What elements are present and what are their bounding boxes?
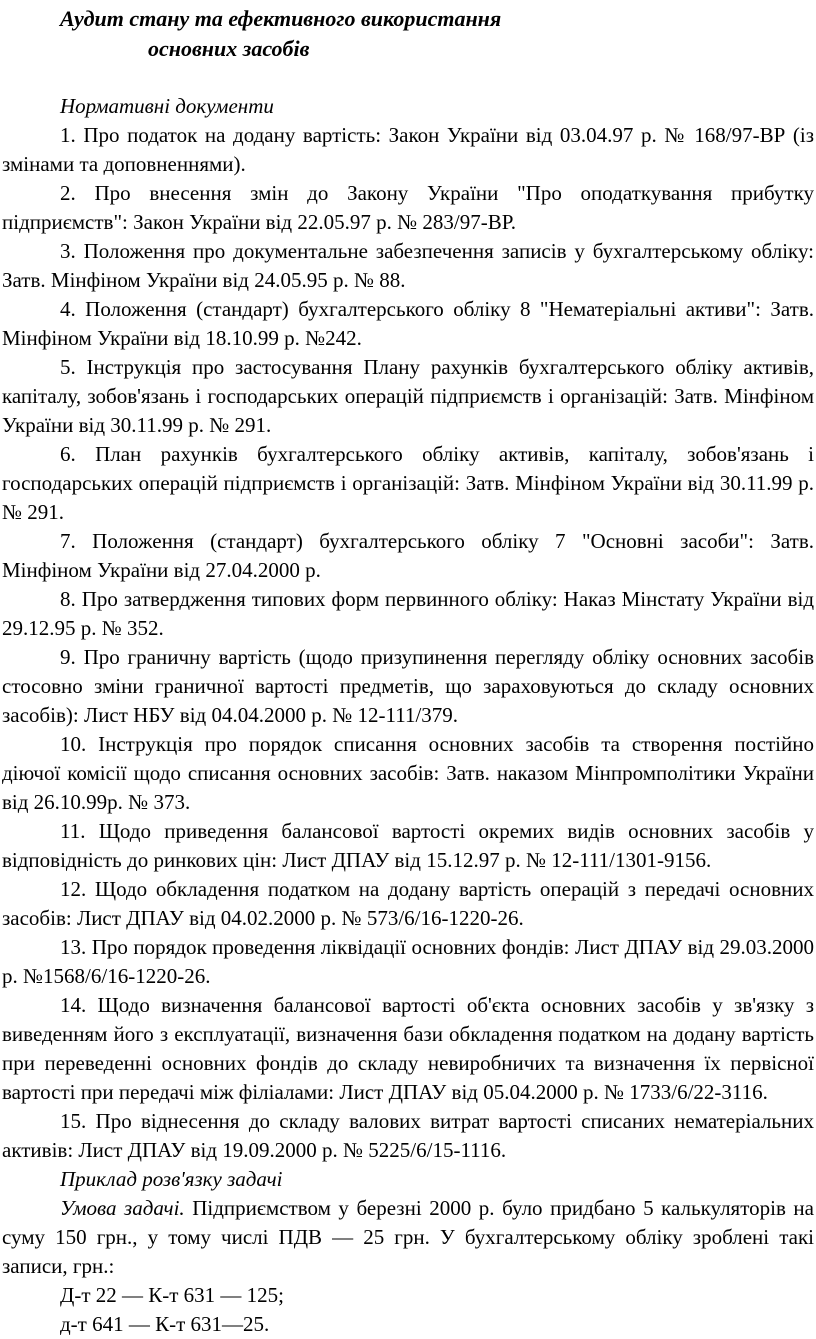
document-item-6: 6. План рахунків бухгалтерського обліку активів, капіталу, зобов'язань і господарських операцій підприємств і організацій: Затв. Мінфіном України від 30.11.99 р. № 291. <box>2 442 814 524</box>
document-item-15: 15. Про віднесення до складу валових витрат вартості списаних нематеріальних активів: Лист ДПАУ від 19.09.2000 р. № 5225/6/15-1116. <box>2 1109 814 1162</box>
document-item-8: 8. Про затвердження типових форм первинного обліку: Наказ Мінстату України від 29.12.95 р. № 352. <box>2 587 814 640</box>
example-heading: Приклад розв'язку задачі <box>60 1167 283 1191</box>
document-item-9: 9. Про граничну вартість (щодо призупинення перегляду обліку основних засобів стосовно зміни граничної вартості предметів, що зараховуються до складу основних засобів): Лист НБУ від 04.04.2000 р. № 12-111/379. <box>2 645 814 727</box>
document-item-13: 13. Про порядок проведення ліквідації основних фондів: Лист ДПАУ від 29.03.2000 р. №1568/6/16-1220-26. <box>2 935 814 988</box>
document-item-2: 2. Про внесення змін до Закону України "Про оподаткування прибутку підприємств": Закон України від 22.05.97 р. № 283/97-ВР. <box>2 181 814 234</box>
document-item-1: 1. Про податок на додану вартість: Закон України від 03.04.97 р. № 168/97-ВР (із змінами та доповненнями). <box>2 123 814 176</box>
document-item-3: 3. Положення про документальне забезпечення записів у бухгалтерському обліку: Затв. Мінфіном України від 24.05.95 р. № 88. <box>2 239 814 292</box>
task-condition <box>2 1194 814 1281</box>
title-line-2: основних засобів <box>148 36 310 61</box>
title-line-1: Аудит стану та ефективного використання <box>60 6 502 31</box>
document-item-12: 12. Щодо обкладення податком на додану вартість операцій з передачі основних засобів: Лист ДПАУ від 04.02.2000 р. № 573/6/16-1220-26. <box>2 877 814 930</box>
normative-documents-heading: Нормативні документи <box>60 94 274 118</box>
document-item-11: 11. Щодо приведення балансової вартості окремих видів основних засобів у відповідність до ринкових цін: Лист ДПАУ від 15.12.97 р. № 12-111/1301-9156. <box>2 819 814 872</box>
accounting-entry-2: д-т 641 — К-т 631—25. <box>60 1312 270 1336</box>
document-item-10: 10. Інструкція про порядок списання основних засобів та створення постійно діючої комісії щодо списання основних засобів: Затв. наказом Мінпромполітики України від 26.10.99р. № 373. <box>2 732 814 814</box>
task-text: Підприємством у березні 2000 р. було придбано 5 калькуляторів на суму 150 грн., у тому числі ПДВ — 25 грн. У бухгалтерському обліку зроблені такі записи, грн.: <box>2 1196 814 1278</box>
normative-documents-list <box>2 121 814 1165</box>
document-title <box>2 4 814 64</box>
task-label: Умова задачі. <box>60 1196 185 1220</box>
document-item-7: 7. Положення (стандарт) бухгалтерського обліку 7 "Основні засоби": Затв. Мінфіном України від 27.04.2000 р. <box>2 529 814 582</box>
document-item-5: 5. Інструкція про застосування Плану рахунків бухгалтерського обліку активів, капіталу, зобов'язань і господарських операцій підприємств і організацій: Затв. Мінфіном України від 30.11.99 р. № 291. <box>2 355 814 437</box>
document-item-14: 14. Щодо визначення балансової вартості об'єкта основних засобів у зв'язку з виведенням його з експлуатації, визначення бази обкладення податком на додану вартість при переведенні основних фондів до складу невиробничих та визначення їх первісної вартості при передачі між філіалами: Лист ДПАУ від 05.04.2000 р. № 1733/6/22-3116. <box>2 993 814 1104</box>
document-item-4: 4. Положення (стандарт) бухгалтерського обліку 8 "Нематеріальні активи": Затв. Мінфіном України від 18.10.99 р. №242. <box>2 297 814 350</box>
accounting-entry-1: Д-т 22 — К-т 631 — 125; <box>60 1283 285 1307</box>
